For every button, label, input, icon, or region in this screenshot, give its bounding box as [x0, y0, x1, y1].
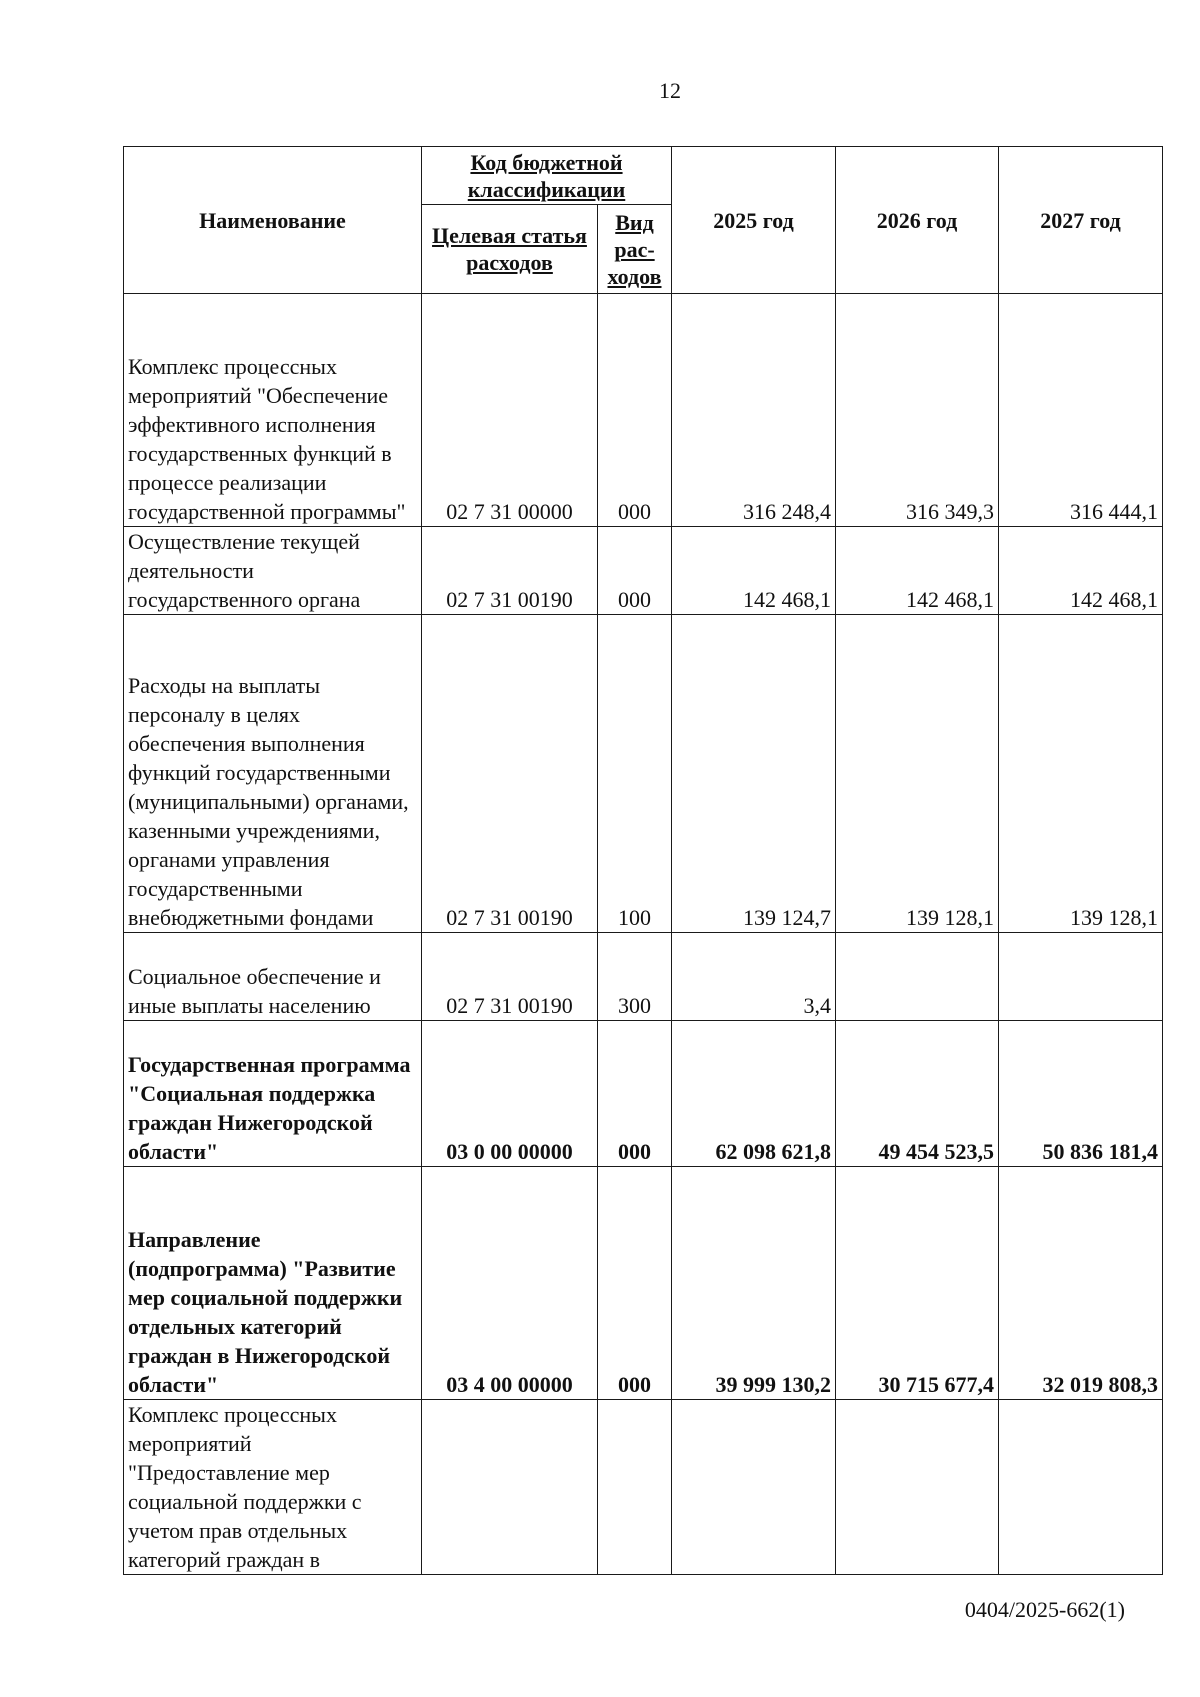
row-2026: 49 454 523,5 [836, 1021, 999, 1167]
row-2026 [836, 933, 999, 1021]
row-kind: 100 [598, 615, 672, 933]
row-2025: 139 124,7 [672, 615, 836, 933]
row-2025: 62 098 621,8 [672, 1021, 836, 1167]
header-year-2027: 2027 год [999, 147, 1163, 294]
row-code: 02 7 31 00000 [422, 294, 598, 527]
row-kind: 000 [598, 1021, 672, 1167]
row-2025: 142 468,1 [672, 527, 836, 615]
row-2025: 39 999 130,2 [672, 1167, 836, 1400]
row-code: 02 7 31 00190 [422, 615, 598, 933]
row-2027 [999, 1400, 1163, 1575]
header-year-2026: 2026 год [836, 147, 999, 294]
row-code: 03 4 00 00000 [422, 1167, 598, 1400]
row-2026 [836, 1400, 999, 1575]
header-expense-kind: Вид рас-ходов [598, 205, 672, 294]
row-2026: 316 349,3 [836, 294, 999, 527]
row-2025: 3,4 [672, 933, 836, 1021]
row-2025 [672, 1400, 836, 1575]
budget-table [123, 146, 1163, 1575]
row-kind [598, 1400, 672, 1575]
table-row [124, 1400, 1163, 1575]
row-2026: 142 468,1 [836, 527, 999, 615]
row-name: Государственная программа "Социальная поддержка граждан Нижегородской области" [124, 1021, 422, 1167]
row-name: Социальное обеспечение и иные выплаты населению [124, 933, 422, 1021]
header-name: Наименование [124, 147, 422, 294]
row-2027: 50 836 181,4 [999, 1021, 1163, 1167]
header-year-2025: 2025 год [672, 147, 836, 294]
row-2027: 142 468,1 [999, 527, 1163, 615]
row-2027: 139 128,1 [999, 615, 1163, 933]
row-name: Осуществление текущей деятельности государственного органа [124, 527, 422, 615]
row-2027: 32 019 808,3 [999, 1167, 1163, 1400]
row-name: Комплекс процессных мероприятий "Предоставление мер социальной поддержки с учетом прав отдельных категорий граждан в [124, 1400, 422, 1575]
row-name: Комплекс процессных мероприятий "Обеспечение эффективного исполнения государственных функций в процессе реализации государственной программы" [124, 294, 422, 527]
row-kind: 000 [598, 1167, 672, 1400]
page-number: 12 [659, 78, 681, 103]
row-code: 03 0 00 00000 [422, 1021, 598, 1167]
row-kind: 000 [598, 294, 672, 527]
row-name: Расходы на выплаты персоналу в целях обеспечения выполнения функций государственными (муниципальными) органами, казенными учреждениями, органами управления государственными внебюджетными фондами [124, 615, 422, 933]
table-row [124, 1021, 1163, 1167]
row-2026: 139 128,1 [836, 615, 999, 933]
table-row [124, 527, 1163, 615]
row-name: Направление (подпрограмма) "Развитие мер социальной поддержки отдельных категорий граждан в Нижегородской области" [124, 1167, 422, 1400]
row-code [422, 1400, 598, 1575]
document-code: 0404/2025-662(1) [964, 1597, 1125, 1622]
row-kind: 300 [598, 933, 672, 1021]
header-target-article: Целевая статья расходов [422, 205, 598, 294]
row-code: 02 7 31 00190 [422, 527, 598, 615]
row-2027 [999, 933, 1163, 1021]
header-kbk: Код бюджетной классификации [422, 147, 672, 205]
table-row [124, 615, 1163, 933]
table-row [124, 294, 1163, 527]
row-2026: 30 715 677,4 [836, 1167, 999, 1400]
row-2025: 316 248,4 [672, 294, 836, 527]
row-2027: 316 444,1 [999, 294, 1163, 527]
row-kind: 000 [598, 527, 672, 615]
row-code: 02 7 31 00190 [422, 933, 598, 1021]
table-row [124, 1167, 1163, 1400]
table-row [124, 933, 1163, 1021]
